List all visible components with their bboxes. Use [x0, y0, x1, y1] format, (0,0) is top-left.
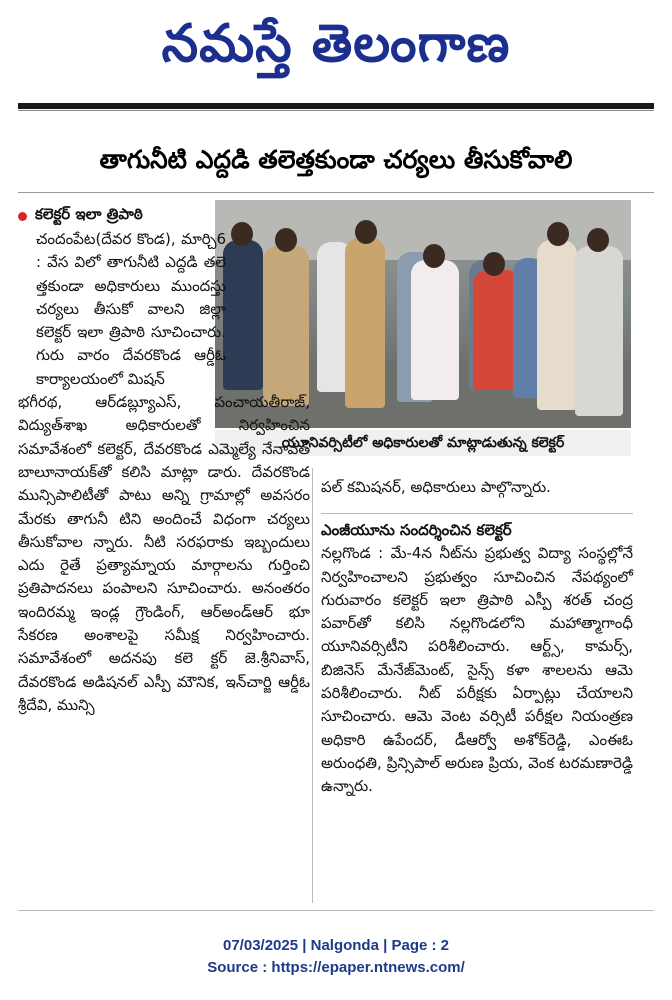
photo-head [483, 252, 505, 276]
footer-rule [18, 910, 654, 911]
photo-caption: యూనివర్సిటీలో అధికారులతో మాట్లాడుతున్న కలెక్టర్ [215, 430, 631, 456]
photo-head [547, 222, 569, 246]
footer-source-link[interactable]: Source : https://epaper.ntnews.com/ [207, 959, 465, 976]
photo-person [537, 240, 577, 410]
byline [18, 204, 310, 228]
photo-person [411, 260, 459, 400]
photo-person [575, 246, 623, 416]
photo-head [587, 228, 609, 252]
article-continued: పల్ కమిషనర్, అధికారులు పాల్గొన్నారు. [321, 478, 551, 496]
article-body: భగీరథ, ఆర్‌డబ్ల్యూఎస్, పంచాయతీరాజ్, విద్యుత్‌శాఖ అధికారులతో నిర్వహించిన సమావేశంలో కలెక్టర్, దేవరకొండ ఎమ్మెల్యే నేనావత్ బాలూనాయక్‌తో కలిసి మాట్లా డారు. దేవరకొండ మున్సిపాలిటీతో పాటు అన్ని గ్రామాల్లో అవసరం మేరకు తాగునీ టిని అందించే విధంగా చర్యలు తీసుకోవాల న్నారు. నీటి సరఫరాకు ఇబ్బందులు ఎదు రైతే ప్రత్యామ్నాయ మార్గాలను గుర్తించి ప్రతిపాదనలు పంపాలని సూచించారు. అనంతరం ఇందిరమ్మ ఇండ్ల గ్రౌండింగ్, ఆర్‌అండ్‌ఆర్ భూ సేకరణ అంశాలపై సమీక్ష నిర్వహించారు. సమావేశంలో అదనపు కలె క్టర్ జె.శ్రీనివాస్, దేవరకొండ అడిషనల్ ఎస్పీ మౌనిక, ఇన్‌చార్జి ఆర్డీఓ శ్రీదేవి, మున్సి [18, 393, 310, 714]
photo-person [345, 238, 385, 408]
photo-head [355, 220, 377, 244]
masthead-rule-thin [18, 110, 654, 111]
article-left-column [18, 204, 310, 717]
masthead-title: నమస్తే తెలంగాణ [161, 13, 511, 74]
headline: తాగునీటి ఎద్దడి తలెత్తకుండా చర్యలు తీసుకోవాలి [99, 145, 573, 174]
masthead-rule [18, 103, 654, 109]
column-rule [312, 468, 313, 903]
byline-text: కలెక్టర్ ఇలా త్రిపాఠి [35, 205, 143, 223]
headline-rule [18, 192, 654, 193]
subheading: ఎంజీయూను సందర్శించిన కలెక్టర్ [321, 513, 633, 542]
article2-body: నల్లగొండ : మే-4న నీట్‌ను ప్రభుత్వ విద్యా సంస్థల్లోనే నిర్వహించాలని ప్రభుత్వం సూచించిన నేపథ్యంలో గురువారం కలెక్టర్ ఇలా త్రిపాఠి ఎస్పీ శరత్ చంద్ర పవార్‌తో కలిసి నల్లగొండలోని మహాత్మాగాంధీ యూనివర్సిటీని పరిశీలించారు. ఆర్ట్స్, కామర్స్, బిజినెస్ మేనేజ్‌మెంట్, సైన్స్ కళా శాలలను ఆమె పరిశీలించారు. నీట్ పరీక్షకు ఏర్పాట్లు చేయాలని సూచించారు. ఆమె వెంట వర్సిటీ పరీక్షల నియంత్రణ అధికారి ఉపేందర్, డీఆర్వో అశోక్‌రెడ్డి, ఎంఈఓ అరుంధతి, ప్రిన్సిపాల్ అరుణ ప్రియ, వెంక టరమణారెడ్డి ఉన్నారు. [321, 544, 633, 796]
masthead [0, 0, 672, 100]
article-right-column [321, 476, 633, 799]
article-lead: చందంపేట(దేవర కొండ), మార్చి6 : వేస విలో తాగునీటి ఎద్దడి తలె త్తకుండా అధికారులు ముందస్తు చర్యలు తీసుకో వాలని జిల్లా కలెక్టర్ ఇలా త్రిపాఠి సూచించారు. గురు వారం దేవరకొండ ఆర్డీఓ కార్యాలయంలో మిషన్ [36, 230, 226, 388]
bullet-icon [18, 212, 27, 221]
footer-date-line: 07/03/2025 | Nalgonda | Page : 2 [223, 937, 449, 954]
photo-head [423, 244, 445, 268]
